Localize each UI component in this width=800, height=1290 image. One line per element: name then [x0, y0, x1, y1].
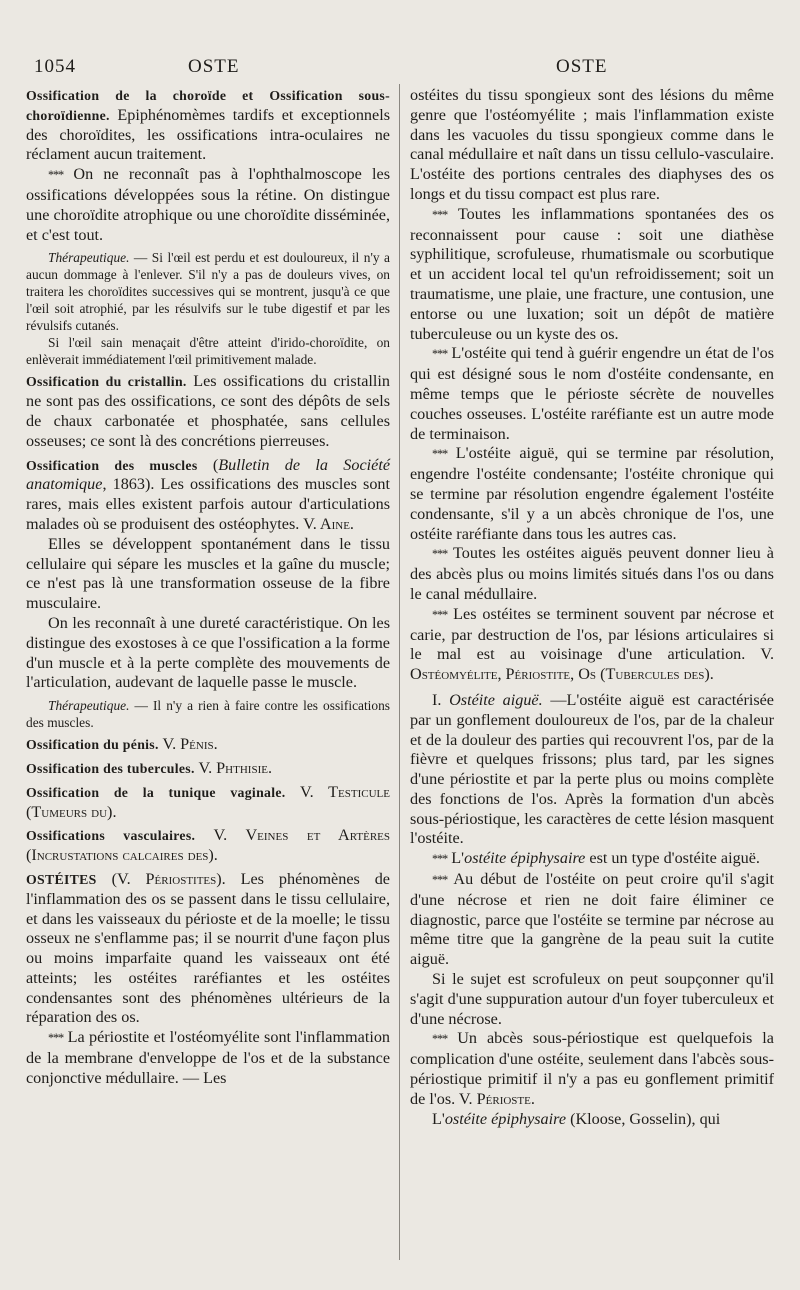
asterism: * * *	[432, 347, 448, 362]
entry-heading: Ossification du cristallin.	[26, 374, 187, 390]
asterism: * * *	[48, 168, 64, 183]
citation: Bulletin de la Société anatomique	[26, 455, 391, 494]
cross-reference: (V. Périostites).	[96, 869, 226, 888]
paragraph-periostite: * * * La périostite et l'ostéomyélite sont l'inflammation de la membrane d'enveloppe de l'os et de la substance conjonctive médullaire. — Les	[26, 1028, 391, 1087]
entry-heading: Ossifications vasculaires.	[26, 828, 196, 844]
paragraph-scrofuleux: Si le sujet est scrofuleux on peut soupçonner qu'il s'agit d'une suppuration autour d'un foyer tuberculeux et d'une nécrose.	[410, 970, 774, 1028]
entry-heading: Ossification des tubercules.	[26, 760, 195, 776]
paragraph-abces: * * * Toutes les ostéites aiguës peuvent donner lieu à des abcès plus ou moins limités situés dans l'os ou dans le canal médullaire.	[410, 544, 774, 603]
paragraph-therapeutique-1: Thérapeutique. — Si l'œil est perdu et est douloureux, il n'y a aucun dommage à l'enlever. S'il n'y a pas de douleurs vives, on traitera les choroïdites successives qui se montrent, jusqu'à ce que l'œil soit atrophié, par les résulvifs sur le tube digestif et par les révulsifs cutanés.	[26, 250, 390, 334]
page-header	[0, 56, 800, 82]
section-number: I.	[432, 690, 442, 709]
asterism: * * *	[432, 1032, 448, 1047]
cross-reference: V. Testicule (Tumeurs du).	[26, 782, 390, 821]
paragraph-osteites: OSTÉITES (V. Périostites). Les phénomènes de l'inflammation des os se passent dans le tissu cellulaire, et dans les vaisseaux du périoste et de la moelle; le tissu osseux ne s'enflamme pas; il se nourrit d'une façon plus ou moins imparfaite quand les vaisseaux ont été atteints; les ostéites raréfiantes et les ostéites condensantes sont des phénomènes ultérieurs de la réparation des os.	[26, 869, 390, 1027]
paragraph-sous-periostique: * * * Un abcès sous-périostique est quelquefois la complication d'une ostéite, seulement dans l'abcès sous-périostique primitif il n'y a pas eu gonflement primitif de l'os. V. Périoste.	[410, 1029, 774, 1108]
asterism: * * *	[432, 873, 448, 888]
running-head-right: OSTE	[556, 56, 608, 77]
paragraph-inflammations: * * * Toutes les inflammations spontanées des os reconnaissent pour cause : soit une diathèse syphilitique, scrofuleuse, rhumatismale ou scorbutique et un accident local tel qu'un refroidissement; soit un traumatisme, une plaie, une fracture, une contusion, une entorse ou une luxation; soit un dépôt de matière tuberculeuse ou un kyste des os.	[410, 204, 774, 343]
cross-reference: Aine.	[316, 514, 354, 533]
entry-heading: Ossification des muscles	[26, 457, 198, 473]
column-divider	[399, 84, 400, 1260]
running-head-left: OSTE	[188, 56, 240, 77]
paragraph-oeil-sain: Si l'œil sain menaçait d'être atteint d'irido-choroïdite, on enlèverait immédiatement l'œil primitivement malade.	[26, 335, 390, 368]
asterism: * * *	[432, 852, 448, 867]
paragraph-aigue-resolution: * * * L'ostéite aiguë, qui se termine par résolution, engendre l'ostéite condensante; l'ostéite chronique qui se termine par résolution engendre également l'ostéite condensante, s'il y a un abcès chronique de l'os, une ostéite raréfiante dans tous les autres cas.	[410, 444, 775, 543]
paragraph-osteite-aigue: I. Ostéite aiguë. —L'ostéite aiguë est caractérisée par un gonflement douloureux de l'os, par de la chaleur et de la douleur des parties qui recouvrent l'os, par de la fièvre et quelques frissons; plus tard, par les signes d'une périostite et par la perte plus ou moins complète des fonctions de l'os. Après la formation d'un abcès sous-périostique, les caractères de cette lésion masquent l'ostéite.	[410, 690, 774, 848]
paragraph-guerir: * * * L'ostéite qui tend à guérir engendre un état de l'os qui est désigné sous le nom d'ostéite condensante, en même temps que le périoste sécrète de nouvelles couches osseuses. L'ostéite raréfiante est un autre mode de terminaison.	[410, 344, 774, 443]
asterism: * * *	[432, 207, 448, 222]
cross-reference: Ostéomyélite, Périostite, Os (Tubercules des).	[410, 665, 714, 684]
paragraph-penis	[26, 735, 390, 755]
paragraph-reconnait: On les reconnaît à une dureté caractéristique. On les distingue des exostoses à ce que l'ossification a la forme d'un muscle et à la perte complète des mouvements de l'articulation, audevant de laquelle passe le muscle.	[26, 613, 390, 692]
paragraph-epiphysaire-2: L'ostéite épiphysaire (Kloose, Gosselin), qui	[432, 1109, 721, 1128]
asterism: * * *	[432, 547, 448, 562]
entry-heading: Ossification de la choroïde et Ossification sous-choroïdienne.	[26, 88, 390, 123]
entry-heading: Ossification de la tunique vaginale.	[26, 784, 286, 800]
asterism: * * *	[432, 607, 448, 622]
section-title: Ostéite aiguë.	[441, 690, 543, 709]
paragraph-tissu-spongieux: ostéites du tissu spongieux sont des lésions du même genre que l'ostéomyélite ; mais l'inflammation existe dans les vacuoles du tissu spongieux comme dans le canal médullaire et naît dans un tissu cellulo-vasculaire. L'ostéite des portions centrales des diaphyses des os longs et du tissu compact est plus rare.	[410, 86, 774, 203]
paragraph-tunique	[26, 783, 390, 823]
left-column	[26, 86, 390, 1089]
page-number: 1054	[34, 56, 76, 77]
paragraph-epiphysaire-1: * * * L'ostéite épiphysaire est un type d'ostéite aiguë.	[432, 849, 760, 868]
paragraph-muscles: Ossification des muscles (Bulletin de la Société anatomique, 1863). Les ossifications des muscles sont rares, mais elles existent parfois autour d'articulations malades où se produisent des ostéophytes. V. Aine.	[26, 455, 391, 533]
paragraph-tubercules	[26, 759, 390, 779]
paragraph-cristallin: Ossification du cristallin. Les ossifications du cristallin ne sont pas des ossifications, ce sont des dépôts de sels de chaux carbonatée et phosphatée, sans cellules osseuses; ce sont là des concrétions pierreuses.	[26, 372, 390, 450]
paragraph-vasculaires	[26, 826, 390, 866]
paragraph-terminaison: * * * Les ostéites se terminent souvent par nécrose et carie, par destruction de l'os, par lésions articulaires si le mal est au voisinage d'une articulation. V. Ostéomyélite, Périostite, Os (Tubercules des).	[410, 604, 775, 684]
paragraph-ophthalmoscope: * * * On ne reconnaît pas à l'ophthalmoscope les ossifications développées sous la rétine. On distingue une choroïdite atrophique ou une choroïdite disséminée, et c'est tout.	[26, 165, 390, 244]
right-column	[410, 86, 774, 1129]
entry-heading: OSTÉITES	[26, 871, 97, 887]
asterism: * * *	[432, 447, 448, 462]
paragraph-choroide: Ossification de la choroïde et Ossification sous-choroïdienne. Epiphénomèmes tardifs et exceptionnels des choroïdites, les ossifications intra-oculaires ne réclament aucun traitement.	[26, 88, 390, 164]
paragraph-debut: * * * Au début de l'ostéite on peut croire qu'il s'agit d'une nécrose et rien ne doit faire éliminer ce diagnostic, parce que l'ostéite se termine par nécrose au même titre que la gangrène de la peau suit la cutite aiguë.	[410, 870, 774, 969]
cross-reference: V. Phthisie.	[194, 758, 273, 777]
cross-reference: V. Pénis.	[158, 735, 218, 754]
cross-reference: Périoste.	[472, 1089, 535, 1108]
cross-reference: V. Veines et Artères (Incrustations calcaires des).	[26, 826, 390, 865]
paragraph-elles: Elles se développent spontanément dans le tissu cellulaire qui sépare les muscles et la gaîne du muscle; ce n'est pas là une transformation osseuse de la fibre musculaire.	[26, 534, 390, 613]
paragraph-therapeutique-2: Thérapeutique. — Il n'y a rien à faire contre les ossifications des muscles.	[26, 698, 390, 731]
entry-heading: Ossification du pénis.	[26, 737, 159, 753]
asterism: * * *	[48, 1031, 64, 1046]
